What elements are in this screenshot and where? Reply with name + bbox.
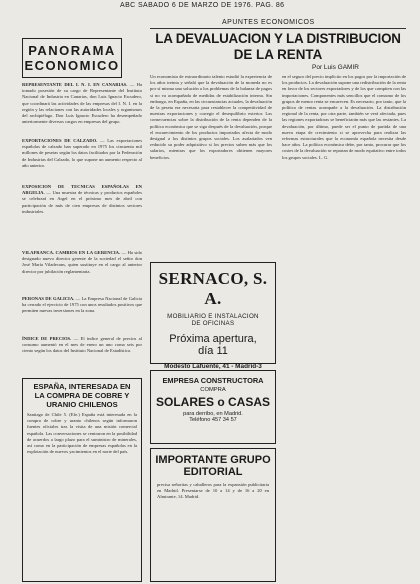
solares-line1: EMPRESA CONSTRUCTORA xyxy=(162,376,264,385)
espana-title-line2: LA COMPRA DE COBRE Y xyxy=(34,391,130,400)
espana-title-line1: ESPAÑA, INTERESADA EN xyxy=(33,382,131,391)
panorama-title-line1: PANORAMA xyxy=(28,43,116,58)
panorama-item: REPRESENTANTE DEL I. N. I. EN CANARIAS. — Ha tomado posesión de su cargo de Representante del Instituto Nacional de Industria en Canarias, don Luis Ignacio Escudero, que coordinará las actividades de las empresas del I. N. I. en la región y las relaciones con las autoridades locales y organismos del archipiélago. Don Luis Ignacio Escudero ha desempeñado anteriormente diversos cargos en empresas del grupo. xyxy=(22,82,142,125)
panorama-column xyxy=(22,82,142,370)
article-top-rule xyxy=(150,28,406,29)
espana-title-line3: URANIO CHILENOS xyxy=(46,400,118,409)
solares-line5: Teléfono 457 34 57 xyxy=(189,417,237,423)
sernaco-name: SERNACO, S. A. xyxy=(158,269,268,308)
panorama-item: ÍNDICE DE PRECIOS. — El índice general de precios al consumo aumentó en el mes de enero un uno coma seis por ciento según los datos del Instituto Nacional de Estadística. xyxy=(22,336,142,354)
panorama-title-line2: ECONOMICO xyxy=(24,58,120,73)
solares-ad xyxy=(150,370,276,444)
solares-line2: COMPRA xyxy=(200,387,226,393)
article-kicker: APUNTES ECONOMICOS xyxy=(222,19,315,26)
panorama-item: VILAFRANCA. CAMBIOS EN LA GERENCIA. — Ha sido designado nuevo director gerente de la sociedad el señor don José María Viladecans, quien sustituye en el cargo al anterior director por jubilación reglamentaria. xyxy=(22,250,142,274)
sernaco-ad xyxy=(150,262,276,370)
panorama-item: EXPORTACIONES DE CALZADO. — Las exportaciones españolas de calzado han superado en 1975 los cincuenta mil millones de pesetas según los datos facilitados por la Federación de Industrias del Calzado, lo que supone un aumento respecto al año anterior. xyxy=(22,138,142,168)
solares-line4: para derribo, en Madrid. xyxy=(183,411,243,417)
solares-line3: SOLARES o CASAS xyxy=(155,395,270,409)
panorama-item: EXPOSICION DE TECNICAS ESPAÑOLAS EN ARGELIA. — Una muestra de técnicas y productos españoles se celebrará en Argel en el próximo mes de abril con participación de más de cien empresas de distintos sectores industriales. xyxy=(22,184,142,214)
grupo-editorial-ad xyxy=(150,448,276,582)
panorama-title-box xyxy=(22,38,122,78)
sernaco-subtitle-line1: MOBILIARIO E INSTALACION xyxy=(167,313,259,320)
sernaco-opening-line2: día 11 xyxy=(198,345,228,357)
article-title-line2: DE LA RENTA xyxy=(233,47,323,62)
espana-text: Santiago de Chile 5. (Efe.) España está interesada en la compra de cobre y uranio chilenos según informaron fuentes oficiales tras la visita de una misión comercial española. Las conversaciones se centraron en la posibilidad de acuerdos a largo plazo para el suministro de minerales, así como en la participación de empresas españolas en la explotación de nuevos yacimientos en el norte del país. xyxy=(27,412,137,455)
grupo-line2: EDITORIAL xyxy=(183,466,243,478)
sernaco-subtitle-line2: DE OFICINAS xyxy=(191,320,235,327)
page-header: ABC SABADO 6 DE MARZO DE 1976. PAG. 86 xyxy=(120,2,285,9)
article-byline: Por Luis GAMIR xyxy=(312,64,359,71)
article-column-2: en el seguro del precio implícito en los pagos por la importación de los productos. La devaluación supone una redistribución de la renta en favor de los sectores exportadores y de los que compiten con las importaciones. Componentes más sencillos que el consumo de los grupos de menor renta se encarecen. Es necesario, por tanto, que la política de rentas acompañe a la devaluación. La distribución regional de la renta, por otra parte, también se verá afectada, pues las regiones exportadoras se beneficiarán más que las restantes. La devaluación, por último, puede ser el punto de partida de una nueva etapa de crecimiento si se aprovecha para realizar las reformas estructurales que la economía española necesita desde hace años. La política económica debe, por tanto, procurar que los costes de la devaluación se repartan de modo equitativo entre todos los grupos sociales. L. G. xyxy=(282,74,406,160)
grupo-line1: IMPORTANTE GRUPO xyxy=(155,454,271,466)
sernaco-address: Modesto Lafuente, 41 - Madrid-3 xyxy=(164,363,262,370)
sernaco-opening-line1: Próxima apertura, xyxy=(169,333,257,345)
espana-box xyxy=(22,378,142,582)
panorama-item: PERONAS DE GALICIA. — La Empresa Nacional de Galicia ha cerrado el ejercicio de 1975 con unos resultados positivos que permiten nuevas inversiones en la zona. xyxy=(22,296,142,314)
grupo-text: precisa señoritas y caballeros para la expansión publicitaria en Madrid. Presentarse de 10 a 14 y de 16 a 20 en Almirante, 14. Madrid. xyxy=(157,482,269,500)
article-column-1: Un economista de extraordinario talento estudió la experiencia de los años treinta y señaló que la devaluación de la moneda no es por sí misma una solución a los problemas de la balanza de pagos si no va acompañada de medidas de estabilización interna. Sin embargo, en España, en las circunstancias actuales, la devaluación de la peseta era necesaria para restablecer la competitividad de nuestras exportaciones y corregir el desequilibrio exterior. Las consecuencias sobre la distribución de la renta dependen de la política económica que se siga después de la devaluación, porque el encarecimiento de los productos importados afecta de modo desigual a los distintos grupos sociales. Los asalariados ven reducido su poder adquisitivo si los precios suben más que los salarios, mientras que los exportadores obtienen mayores beneficios. xyxy=(150,74,272,160)
article-title-line1: LA DEVALUACION Y LA DISTRIBUCION xyxy=(155,31,401,46)
